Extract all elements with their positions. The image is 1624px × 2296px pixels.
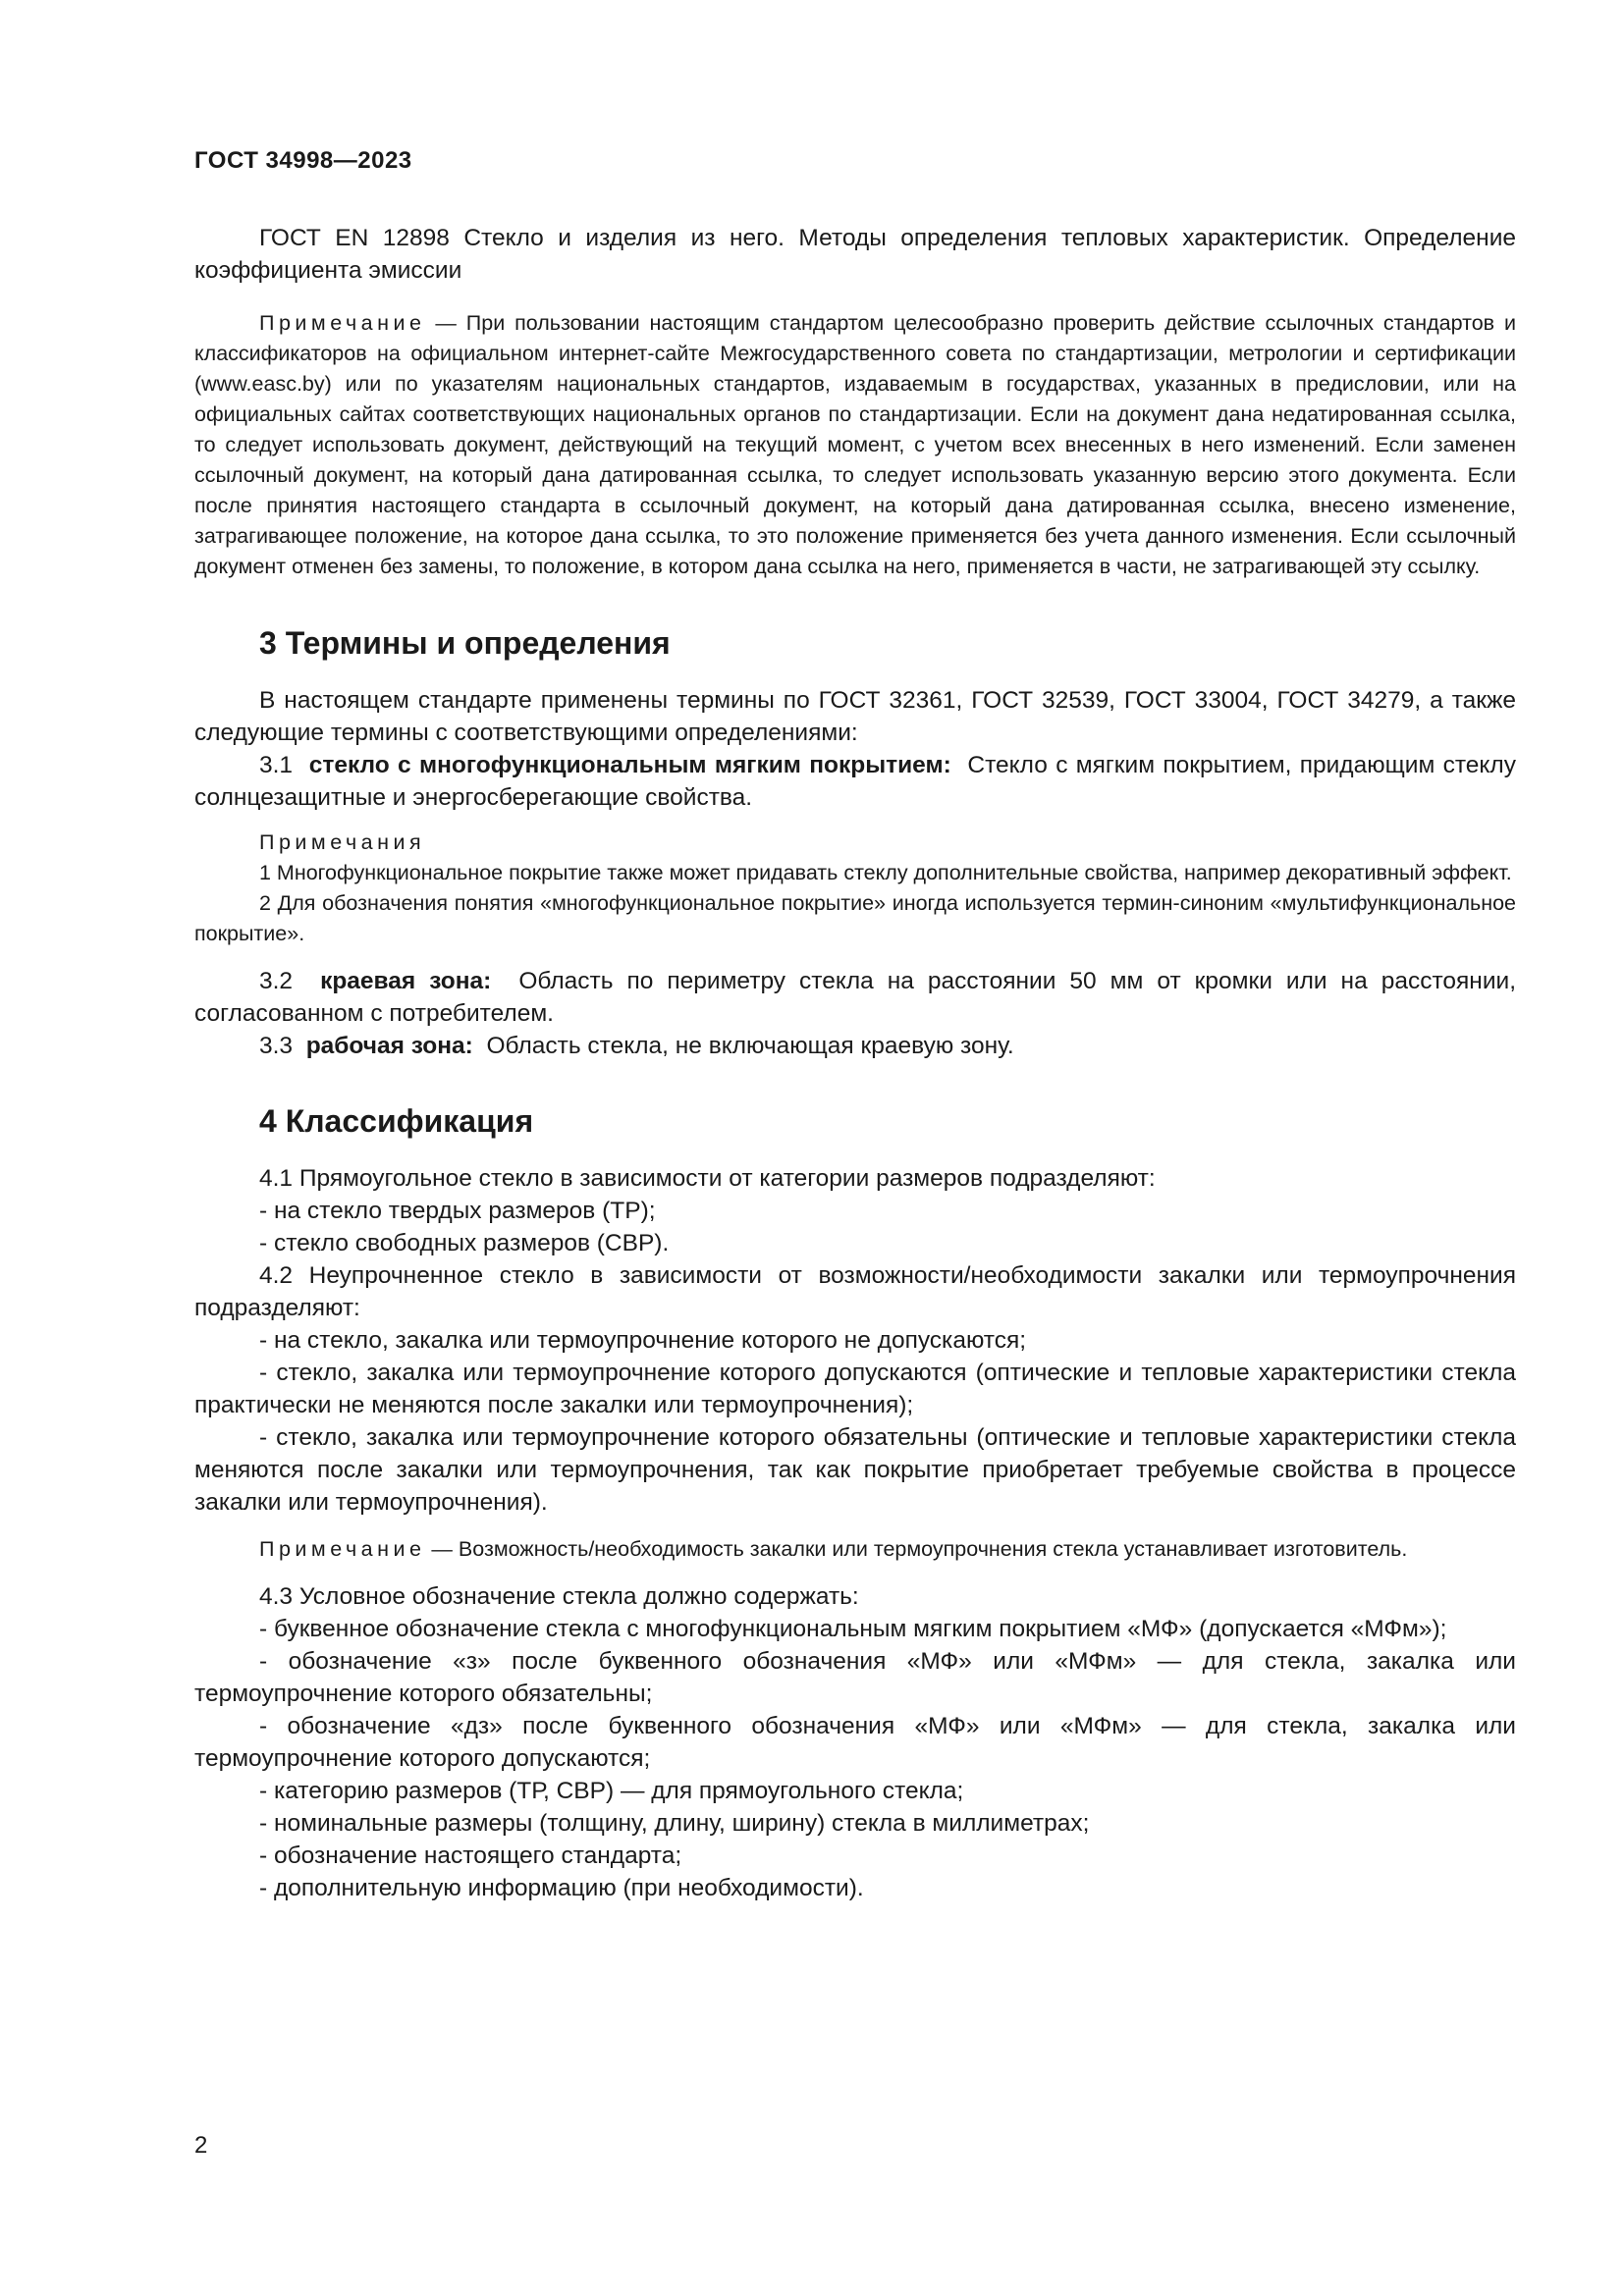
list-item: - номинальные размеры (толщину, длину, ширину) стекла в миллиметрах;	[259, 1810, 1090, 1837]
list-item: - на стекло твердых размеров (ТР);	[259, 1198, 656, 1224]
clause-4-1: 4.1 Прямоугольное стекло в зависимости от категории размеров подразделяют:	[259, 1165, 1156, 1192]
note-2: 2 Для обозначения понятия «многофункциональное покрытие» иногда используется термин-синоним «мультифункциональное покрытие».	[194, 891, 1516, 945]
note-text: — При пользовании настоящим стандартом целесообразно проверить действие ссылочных стандартов и классификаторов на официальном интернет-сайте Межгосударственного совета по стандартизации, метрологии и сертификации (www.easc.by) или по указателям национальных стандартов, издаваемым в государствах, указанных в предисловии, или на официальных сайтах соответствующих национальных органов по стандартизации. Если на документ дана недатированная ссылка, то следует использовать документ, действующий на текущий момент, с учетом всех внесенных в него изменений. Если заменен ссылочный документ, на который дана датированная ссылка, то следует использовать указанную версию этого документа. Если после принятия настоящего стандарта в ссылочный документ, на который дана датированная ссылка, внесено изменение, затрагивающее положение, на которое дана ссылка, то это положение применяется без учета данного изменения. Если ссылочный документ отменен без замены, то положение, в котором дана ссылка на него, применяется в части, не затрагивающей эту ссылку.	[194, 311, 1516, 578]
note-label: Примечание	[259, 311, 426, 335]
list-item: - обозначение «з» после буквенного обозначения «МФ» или «МФм» — для стекла, закалка или термоупрочнение которого обязательны;	[194, 1648, 1516, 1707]
page-content	[194, 222, 1516, 1904]
term-3-3	[194, 1030, 1516, 1062]
note-label: Примечание	[259, 1537, 426, 1561]
list-item: - категорию размеров (ТР, СВР) — для прямоугольного стекла;	[259, 1778, 964, 1804]
clause-4-2: 4.2 Неупрочненное стекло в зависимости от возможности/необходимости закалки или термоупрочнения подразделяют:	[194, 1262, 1516, 1321]
list-item: - стекло, закалка или термоупрочнение которого обязательны (оптические и тепловые характеристики стекла меняются после закалки или термоупрочнения, так как покрытие приобретает требуемые свойства в процессе закалки или термоупрочнения).	[194, 1424, 1516, 1516]
ref-gost-en-12898: ГОСТ EN 12898 Стекло и изделия из него. Методы определения тепловых характеристик. Определение коэффициента эмиссии	[194, 225, 1516, 284]
list-item: - стекло, закалка или термоупрочнение которого допускаются (оптические и тепловые характеристики стекла практически не меняются после закалки или термоупрочнения);	[194, 1360, 1516, 1418]
references-note	[194, 308, 1516, 582]
list-item: - на стекло, закалка или термоупрочнение которого не допускаются;	[259, 1327, 1027, 1354]
term-name: стекло с многофункциональным мягким покрытием:	[308, 752, 951, 778]
term-definition: Область стекла, не включающая краевую зону.	[486, 1033, 1014, 1059]
note-1: 1 Многофункциональное покрытие также может придавать стеклу дополнительные свойства, например декоративный эффект.	[259, 861, 1512, 884]
note-text: — Возможность/необходимость закалки или термоупрочнения стекла устанавливает изготовитель.	[425, 1537, 1408, 1561]
list-item: - дополнительную информацию (при необходимости).	[259, 1875, 864, 1901]
term-name: краевая зона:	[320, 968, 492, 994]
page-number: 2	[194, 2132, 208, 2159]
notes-label: Примечания	[259, 830, 426, 854]
list-item: - стекло свободных размеров (СВР).	[259, 1230, 670, 1256]
classification-note	[194, 1534, 1516, 1565]
term-3-1	[194, 749, 1516, 814]
list-item: - буквенное обозначение стекла с многофункциональным мягким покрытием «МФ» (допускается «МФм»);	[259, 1616, 1447, 1642]
term-number: 3.2	[259, 968, 294, 994]
list-item: - обозначение «дз» после буквенного обозначения «МФ» или «МФм» — для стекла, закалка или термоупрочнение которого допускаются;	[194, 1713, 1516, 1772]
term-definition: Стекло с мягким покрытием, придающим стеклу солнцезащитные и энергосберегающие свойства.	[194, 752, 1516, 811]
term-number: 3.1	[259, 752, 294, 778]
section-4-heading: 4 Классификация	[259, 1103, 534, 1139]
term-number: 3.3	[259, 1033, 294, 1059]
clause-4-3: 4.3 Условное обозначение стекла должно содержать:	[259, 1583, 859, 1610]
term-name: рабочая зона:	[305, 1033, 473, 1059]
list-item: - обозначение настоящего стандарта;	[259, 1842, 682, 1869]
document-code-header: ГОСТ 34998—2023	[194, 147, 412, 174]
section-3-intro: В настоящем стандарте применены термины по ГОСТ 32361, ГОСТ 32539, ГОСТ 33004, ГОСТ 34279, а также следующие термины с соответствующими определениями:	[194, 687, 1516, 746]
section-3-heading: 3 Термины и определения	[259, 625, 671, 661]
term-definition: Область по периметру стекла на расстоянии 50 мм от кромки или на расстоянии, согласованном с потребителем.	[194, 968, 1516, 1027]
term-3-2	[194, 965, 1516, 1030]
